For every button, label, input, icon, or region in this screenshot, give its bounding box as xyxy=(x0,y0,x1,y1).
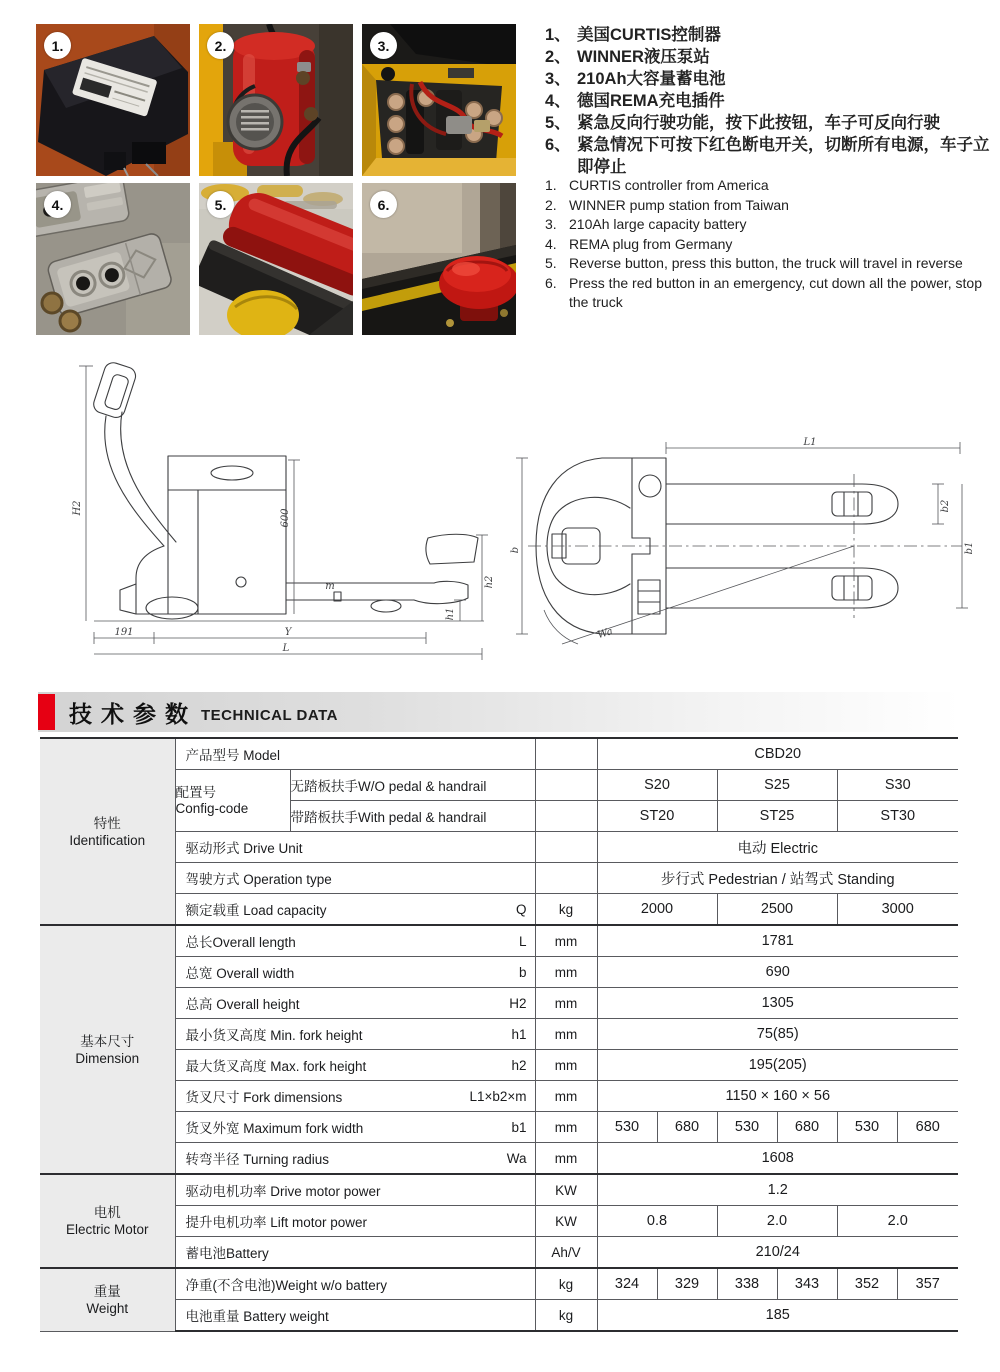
param-battery: 蓄电池Battery xyxy=(175,1237,535,1269)
value-cell: 680 xyxy=(897,1112,958,1143)
note-item xyxy=(545,112,997,134)
photo-number: 6. xyxy=(377,196,390,213)
note-item xyxy=(545,235,997,255)
value-cell: 210/24 xyxy=(597,1237,958,1269)
technical-data-table xyxy=(40,737,958,1332)
unit-cell: mm xyxy=(535,957,597,988)
dim-label-l: L xyxy=(282,643,290,654)
photo-number: 5. xyxy=(214,196,227,213)
dim-label-600: 600 xyxy=(280,508,291,528)
unit-cell xyxy=(535,738,597,770)
note-text: 美国CURTIS控制器 xyxy=(577,26,721,44)
photo-rema-plug xyxy=(36,183,190,335)
note-text: CURTIS controller from America xyxy=(569,177,769,193)
photo-number: 3. xyxy=(377,37,390,54)
param-battery-weight: 电池重量 Battery weight xyxy=(175,1300,535,1332)
dim-label-b2: b2 xyxy=(940,499,951,513)
feature-notes-english xyxy=(545,176,997,313)
value-cell: 1305 xyxy=(597,988,958,1019)
unit-cell xyxy=(535,770,597,801)
value-cell: S20 xyxy=(597,770,717,801)
photo-battery-compartment xyxy=(362,24,516,176)
note-item xyxy=(545,24,997,46)
photo-number: 1. xyxy=(51,37,64,54)
unit-cell: KW xyxy=(535,1206,597,1237)
param-turning-radius: 转弯半径 Turning radius Wa xyxy=(175,1143,535,1175)
note-number: 4. xyxy=(545,235,557,252)
note-number: 6、 xyxy=(545,136,571,154)
note-number: 5、 xyxy=(545,114,571,132)
param-overall-length: 总长Overall length L xyxy=(175,925,535,957)
photo-number-badge xyxy=(370,32,397,59)
param-weight-wo-battery: 净重(不含电池)Weight w/o battery xyxy=(175,1268,535,1300)
value-cell: 2.0 xyxy=(717,1206,837,1237)
value-cell: 1608 xyxy=(597,1143,958,1175)
dim-label-h1: h1 xyxy=(445,607,456,621)
note-number: 1. xyxy=(545,177,557,193)
section-weight: 重量 Weight xyxy=(40,1268,175,1331)
param-wo-pedal: 无踏板扶手W/O pedal & handrail xyxy=(290,770,535,801)
param-model: 产品型号 Model xyxy=(175,738,535,770)
unit-cell: mm xyxy=(535,925,597,957)
value-cell: 2500 xyxy=(717,894,837,926)
value-cell: ST30 xyxy=(837,801,958,832)
photo-number: 4. xyxy=(51,196,64,213)
value-cell: S30 xyxy=(837,770,958,801)
value-cell: 329 xyxy=(657,1268,717,1300)
value-cell: 690 xyxy=(597,957,958,988)
param-min-fork-height: 最小货叉高度 Min. fork height h1 xyxy=(175,1019,535,1050)
note-number: 2、 xyxy=(545,48,571,66)
unit-cell xyxy=(535,863,597,894)
value-cell: 352 xyxy=(837,1268,897,1300)
dim-label-h2-overall: H2 xyxy=(72,500,83,516)
dim-label-y: Y xyxy=(284,627,292,638)
dim-label-h2: h2 xyxy=(484,575,495,589)
note-item xyxy=(545,176,997,196)
note-number: 3. xyxy=(545,216,557,232)
value-cell: 357 xyxy=(897,1268,958,1300)
param-max-fork-height: 最大货叉高度 Max. fork height h2 xyxy=(175,1050,535,1081)
param-config-code: 配置号 Config-code xyxy=(175,770,290,832)
value-cell: 530 xyxy=(597,1112,657,1143)
note-number: 4、 xyxy=(545,92,571,110)
value-cell: S25 xyxy=(717,770,837,801)
note-item xyxy=(545,90,997,112)
unit-cell: mm xyxy=(535,1081,597,1112)
unit-cell xyxy=(535,801,597,832)
note-number: 1、 xyxy=(545,26,571,44)
photo-number-badge xyxy=(207,191,234,218)
param-lift-motor-power: 提升电机功率 Lift motor power xyxy=(175,1206,535,1237)
param-load-capacity: 额定载重 Load capacity Q xyxy=(175,894,535,926)
note-number: 6. xyxy=(545,274,557,291)
value-cell: 2.0 xyxy=(837,1206,958,1237)
param-drive-motor-power: 驱动电机功率 Drive motor power xyxy=(175,1174,535,1206)
photo-pump-station xyxy=(199,24,353,176)
section-title-english: TECHNICAL DATA xyxy=(201,706,338,724)
unit-cell: mm xyxy=(535,1112,597,1143)
value-cell: 338 xyxy=(717,1268,777,1300)
unit-cell: kg xyxy=(535,1268,597,1300)
value-cell: 0.8 xyxy=(597,1206,717,1237)
note-text: 210Ah large capacity battery xyxy=(569,216,747,232)
value-operation-type: 步行式 Pedestrian / 站驾式 Standing xyxy=(597,863,958,894)
value-cell: ST25 xyxy=(717,801,837,832)
product-photo-grid xyxy=(36,24,516,335)
value-cell: 195(205) xyxy=(597,1050,958,1081)
param-max-fork-width: 货叉外宽 Maximum fork width b1 xyxy=(175,1112,535,1143)
dim-label-wa: Wa xyxy=(596,626,615,642)
technical-data-header xyxy=(38,692,960,732)
value-cell: 1781 xyxy=(597,925,958,957)
photo-reverse-button xyxy=(199,183,353,335)
note-item xyxy=(545,68,997,90)
photo-number-badge xyxy=(370,191,397,218)
unit-cell: kg xyxy=(535,894,597,926)
unit-cell: mm xyxy=(535,1019,597,1050)
note-number: 2. xyxy=(545,196,557,213)
note-text: Press the red button in an emergency, cut down all the power, stop the truck xyxy=(569,274,982,310)
section-dimension: 基本尺寸 Dimension xyxy=(40,925,175,1174)
section-title-chinese: 技术参数 xyxy=(69,700,197,727)
note-text: Reverse button, press this button, the truck will travel in reverse xyxy=(569,255,963,271)
dim-label-b: b xyxy=(510,546,521,554)
param-operation-type: 驾驶方式 Operation type xyxy=(175,863,535,894)
photo-number-badge xyxy=(44,191,71,218)
dim-label-l1: L1 xyxy=(803,437,817,448)
note-text: 德国REMA充电插件 xyxy=(577,92,725,110)
dim-label-b1: b1 xyxy=(964,541,975,555)
unit-cell: KW xyxy=(535,1174,597,1206)
note-text: WINNER pump station from Taiwan xyxy=(569,196,789,213)
note-number: 5. xyxy=(545,255,557,271)
photo-number-badge xyxy=(44,32,71,59)
unit-cell xyxy=(535,832,597,863)
note-item xyxy=(545,196,997,216)
unit-cell: mm xyxy=(535,1050,597,1081)
unit-cell: Ah/V xyxy=(535,1237,597,1269)
value-drive-unit: 电动 Electric xyxy=(597,832,958,863)
value-cell: 2000 xyxy=(597,894,717,926)
param-with-pedal: 带踏板扶手With pedal & handrail xyxy=(290,801,535,832)
value-cell: 324 xyxy=(597,1268,657,1300)
note-item xyxy=(545,215,997,235)
dim-label-191: 191 xyxy=(114,627,134,638)
param-drive-unit: 驱动形式 Drive Unit xyxy=(175,832,535,863)
value-cell: 75(85) xyxy=(597,1019,958,1050)
param-overall-width: 总宽 Overall width b xyxy=(175,957,535,988)
red-accent-block xyxy=(38,694,55,730)
note-text: 紧急情况下可按下红色断电开关，切断所有电源，车子立即停止 xyxy=(577,136,990,176)
value-cell: 530 xyxy=(837,1112,897,1143)
note-text: 210Ah大容量蓄电池 xyxy=(577,70,726,88)
value-model: CBD20 xyxy=(597,738,958,770)
note-item xyxy=(545,274,997,313)
value-cell: 1150 × 160 × 56 xyxy=(597,1081,958,1112)
param-fork-dimensions: 货叉尺寸 Fork dimensions L1×b2×m xyxy=(175,1081,535,1112)
note-text: WINNER液压泵站 xyxy=(577,48,710,66)
photo-number-badge xyxy=(207,32,234,59)
unit-cell: mm xyxy=(535,1143,597,1175)
note-text: 紧急反向行驶功能，按下此按钮，车子可反向行驶 xyxy=(577,114,940,132)
value-cell: 3000 xyxy=(837,894,958,926)
note-item xyxy=(545,254,997,274)
section-identification: 特性 Identification xyxy=(40,738,175,925)
feature-notes-chinese xyxy=(545,24,997,178)
spec-table-wrap xyxy=(40,737,958,1332)
value-cell: 680 xyxy=(657,1112,717,1143)
photo-emergency-button xyxy=(362,183,516,335)
value-cell: ST20 xyxy=(597,801,717,832)
value-cell: 1.2 xyxy=(597,1174,958,1206)
photo-controller xyxy=(36,24,190,176)
value-cell: 185 xyxy=(597,1300,958,1332)
section-electric-motor: 电机 Electric Motor xyxy=(40,1174,175,1268)
value-cell: 530 xyxy=(717,1112,777,1143)
unit-cell: kg xyxy=(535,1300,597,1332)
note-number: 3、 xyxy=(545,70,571,88)
unit-cell: mm xyxy=(535,988,597,1019)
param-overall-height: 总高 Overall height H2 xyxy=(175,988,535,1019)
note-item xyxy=(545,46,997,68)
note-text: REMA plug from Germany xyxy=(569,235,733,252)
dim-label-m: m xyxy=(325,581,335,592)
top-view-drawing xyxy=(510,434,978,671)
value-cell: 343 xyxy=(777,1268,837,1300)
note-item xyxy=(545,134,997,178)
value-cell: 680 xyxy=(777,1112,837,1143)
photo-number: 2. xyxy=(214,37,227,54)
side-view-drawing xyxy=(36,356,501,671)
